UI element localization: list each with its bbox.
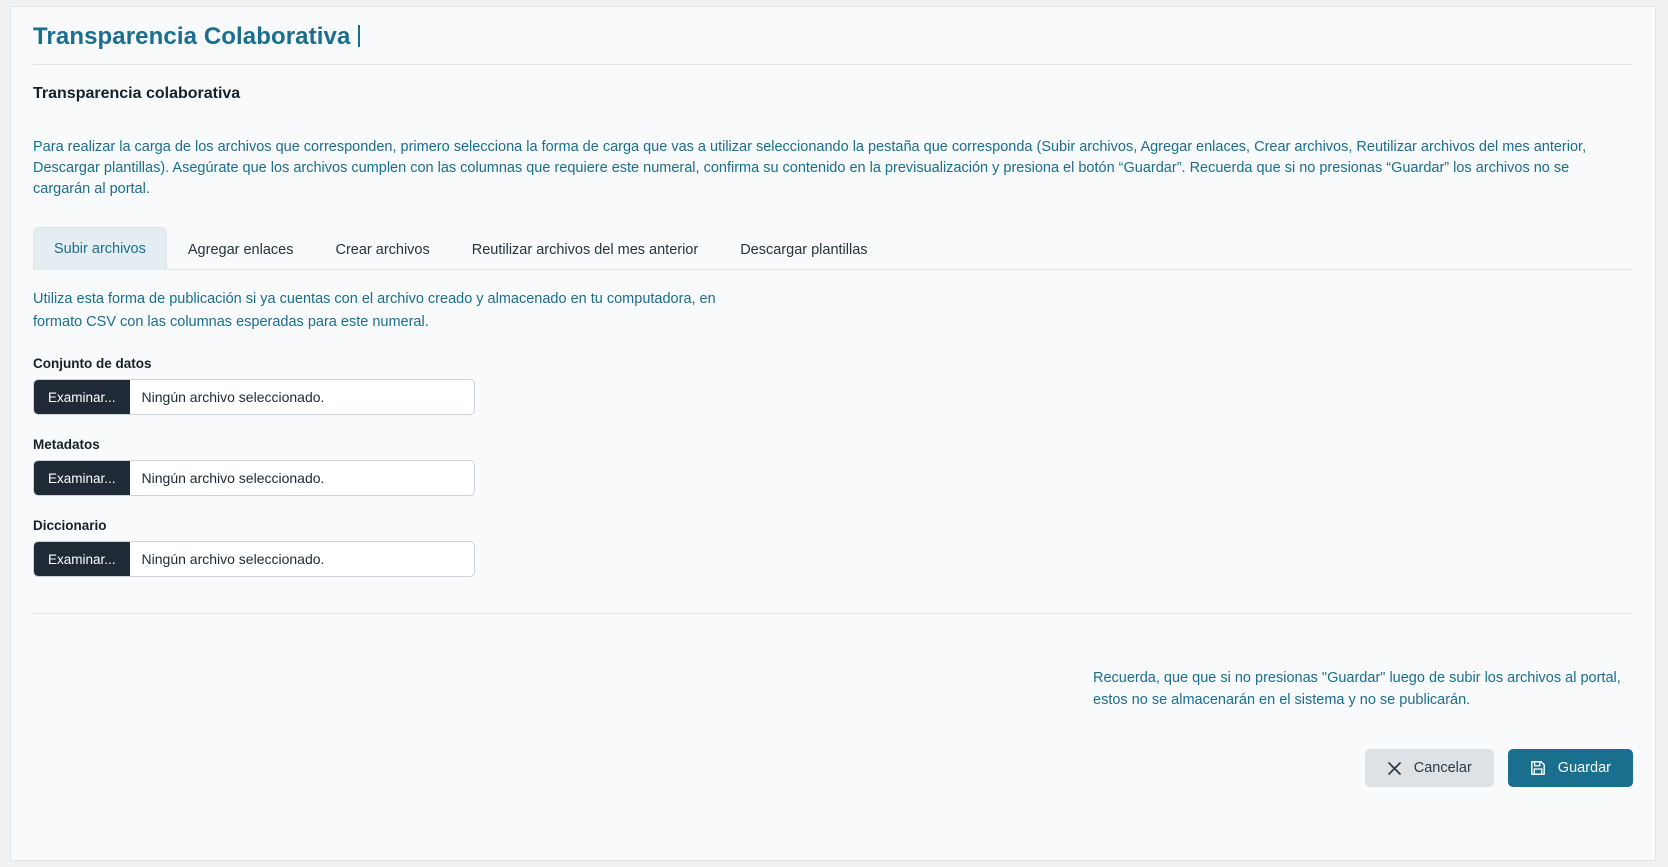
browse-button-diccionario[interactable]: Examinar... [34, 542, 130, 576]
file-input-metadatos[interactable] [33, 460, 475, 496]
file-name-diccionario: Ningún archivo seleccionado. [130, 542, 474, 576]
cancel-button-label: Cancelar [1413, 760, 1472, 776]
file-input-conjunto-de-datos[interactable] [33, 379, 475, 415]
tab-crear-archivos[interactable]: Crear archivos [335, 242, 430, 258]
file-name-metadatos: Ningún archivo seleccionado. [130, 461, 474, 495]
reminder-text: Recuerda, que que si no presionas "Guardar" luego de subir los archivos al portal, estos no se almacenarán en el sistema y no se publicarán. [1093, 669, 1621, 708]
section-intro: Para realizar la carga de los archivos que corresponden, primero selecciona la forma de carga que vas a utilizar seleccionando la pestaña que corresponda (Subir archivos, Agregar enlaces, Crear archivos, Reutilizar archivos del mes anterior, Descargar plantillas). Asegúrate que los archivos cumplen con las columnas que requiere este numeral, confirma su contenido en la previsualización y presiona el botón “Guardar”. Recuerda que si no presionas “Guardar” los archivos no se cargarán al portal. [33, 139, 1587, 197]
page-title-text: Transparencia Colaborativa [33, 23, 351, 50]
close-icon [1387, 761, 1402, 776]
footer [33, 652, 1633, 787]
tab-bar [33, 226, 1633, 270]
tab-reutilizar-archivos[interactable]: Reutilizar archivos del mes anterior [471, 242, 699, 258]
file-input-diccionario[interactable] [33, 541, 475, 577]
browse-button-metadatos[interactable]: Examinar... [34, 461, 130, 495]
text-caret [358, 25, 360, 47]
browse-button-conjunto-de-datos[interactable]: Examinar... [34, 380, 130, 414]
form-divider [33, 613, 1633, 614]
section-title: Transparencia colaborativa [33, 85, 241, 102]
tab-agregar-enlaces[interactable]: Agregar enlaces [187, 242, 294, 258]
label-metadatos: Metadatos [33, 437, 100, 452]
save-disk-icon [1530, 760, 1546, 776]
label-diccionario: Diccionario [33, 518, 107, 533]
save-button-label: Guardar [1557, 760, 1611, 776]
page-title [33, 7, 1633, 64]
panel-description: Utiliza esta forma de publicación si ya cuentas con el archivo creado y almacenado en tu computadora, en formato CSV con las columnas esperadas para este numeral. [33, 291, 716, 330]
action-buttons [1365, 749, 1633, 787]
file-name-conjunto-de-datos: Ningún archivo seleccionado. [130, 380, 474, 414]
app-window [10, 6, 1656, 861]
tab-descargar-plantillas[interactable]: Descargar plantillas [740, 242, 868, 258]
label-conjunto-de-datos: Conjunto de datos [33, 356, 152, 371]
title-divider [33, 64, 1633, 65]
app-content [11, 7, 1655, 787]
tab-subir-archivos[interactable]: Subir archivos [33, 227, 167, 270]
save-button[interactable] [1508, 749, 1633, 787]
cancel-button[interactable] [1365, 749, 1494, 787]
